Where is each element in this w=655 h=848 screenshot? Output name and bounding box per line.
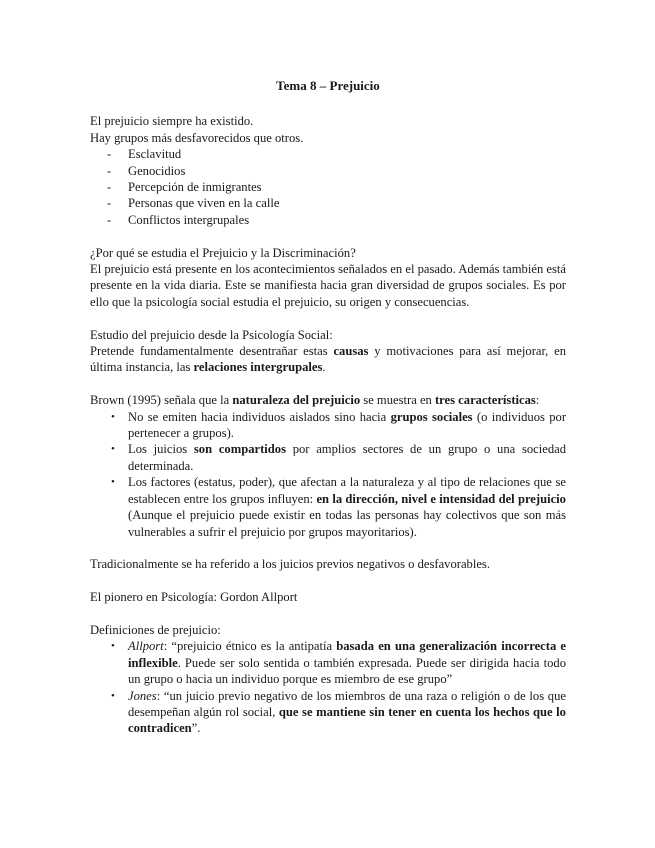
list-item: - Genocidios bbox=[107, 163, 186, 178]
characteristics-list bbox=[90, 409, 566, 540]
definitions-list bbox=[90, 638, 566, 736]
list-item: • Allport: “prejuicio étnico es la antipatía basada en una generalización incorrecta e inflexible. Puede ser solo sentida o también expresada. Puede ser dirigida hacia todo un grupo o hacia un individuo porque es miembro de ese grupo” bbox=[111, 639, 566, 687]
dash-marker: - bbox=[107, 196, 112, 211]
list-item: - Esclavitud bbox=[107, 147, 182, 162]
intro-line-1: El prejuicio siempre ha existido. bbox=[90, 114, 254, 129]
list-item: • Jones: “un juicio previo negativo de los miembros de una raza o religión o de los que desempeñan algún rol social, que se mantiene sin tener en cuenta los hechos que lo contradicen”. bbox=[111, 688, 566, 736]
list-item: • No se emiten hacia individuos aislados sino hacia grupos sociales (o individuos por pertenecer a grupos). bbox=[111, 409, 567, 441]
list-item: • Los juicios son compartidos por amplios sectores de un grupo o una sociedad determinada. bbox=[111, 442, 566, 473]
why-paragraph: El prejuicio está presente en los acontecimientos señalados en el pasado. Además también está presente en la vida diaria. Este se manifiesta hacia gran diversidad de grupos sociales. Es por ello que la psicología social estudia el prejuicio, su origen y consecuencias. bbox=[90, 262, 566, 309]
pioneer-paragraph: El pionero en Psicología: Gordon Allport bbox=[90, 590, 298, 605]
list-item: - Conflictos intergrupales bbox=[107, 212, 250, 227]
examples-list bbox=[90, 146, 566, 228]
dash-marker: - bbox=[107, 147, 112, 162]
bullet-marker: • bbox=[111, 476, 115, 489]
bullet-marker: • bbox=[111, 689, 115, 702]
brown-paragraph: Brown (1995) señala que la naturaleza del prejuicio se muestra en tres características: bbox=[90, 393, 540, 408]
traditional-paragraph: Tradicionalmente se ha referido a los juicios previos negativos o desfavorables. bbox=[90, 557, 490, 572]
dash-marker: - bbox=[107, 163, 112, 178]
why-question: ¿Por qué se estudia el Prejuicio y la Discriminación? bbox=[90, 245, 356, 260]
dash-marker: - bbox=[107, 212, 112, 227]
list-item: - Percepción de inmigrantes bbox=[107, 180, 262, 195]
bullet-marker: • bbox=[111, 410, 115, 423]
bullet-marker: • bbox=[111, 443, 115, 456]
bullet-marker: • bbox=[111, 640, 115, 653]
dash-marker: - bbox=[107, 180, 112, 195]
definitions-heading: Definiciones de prejuicio: bbox=[90, 622, 221, 637]
list-item: • Los factores (estatus, poder), que afectan a la naturaleza y al tipo de relaciones que se establecen entre los grupos influyen: en la dirección, nivel e intensidad del prejuicio (Aunque el prejuicio puede existir en todas las personas hay colectivos que son más vulnerables a sufrir el prejuicio por grupos mayoritarios). bbox=[111, 475, 566, 539]
page-title: Tema 8 – Prejuicio bbox=[276, 78, 380, 93]
study-paragraph: Pretende fundamentalmente desentrañar estas causas y motivaciones para así mejorar, en última instancia, las relaciones intergrupales. bbox=[90, 344, 567, 375]
list-item: - Personas que viven en la calle bbox=[107, 196, 280, 211]
study-heading: Estudio del prejuicio desde la Psicología Social: bbox=[90, 327, 333, 342]
intro-line-2: Hay grupos más desfavorecidos que otros. bbox=[90, 130, 304, 145]
